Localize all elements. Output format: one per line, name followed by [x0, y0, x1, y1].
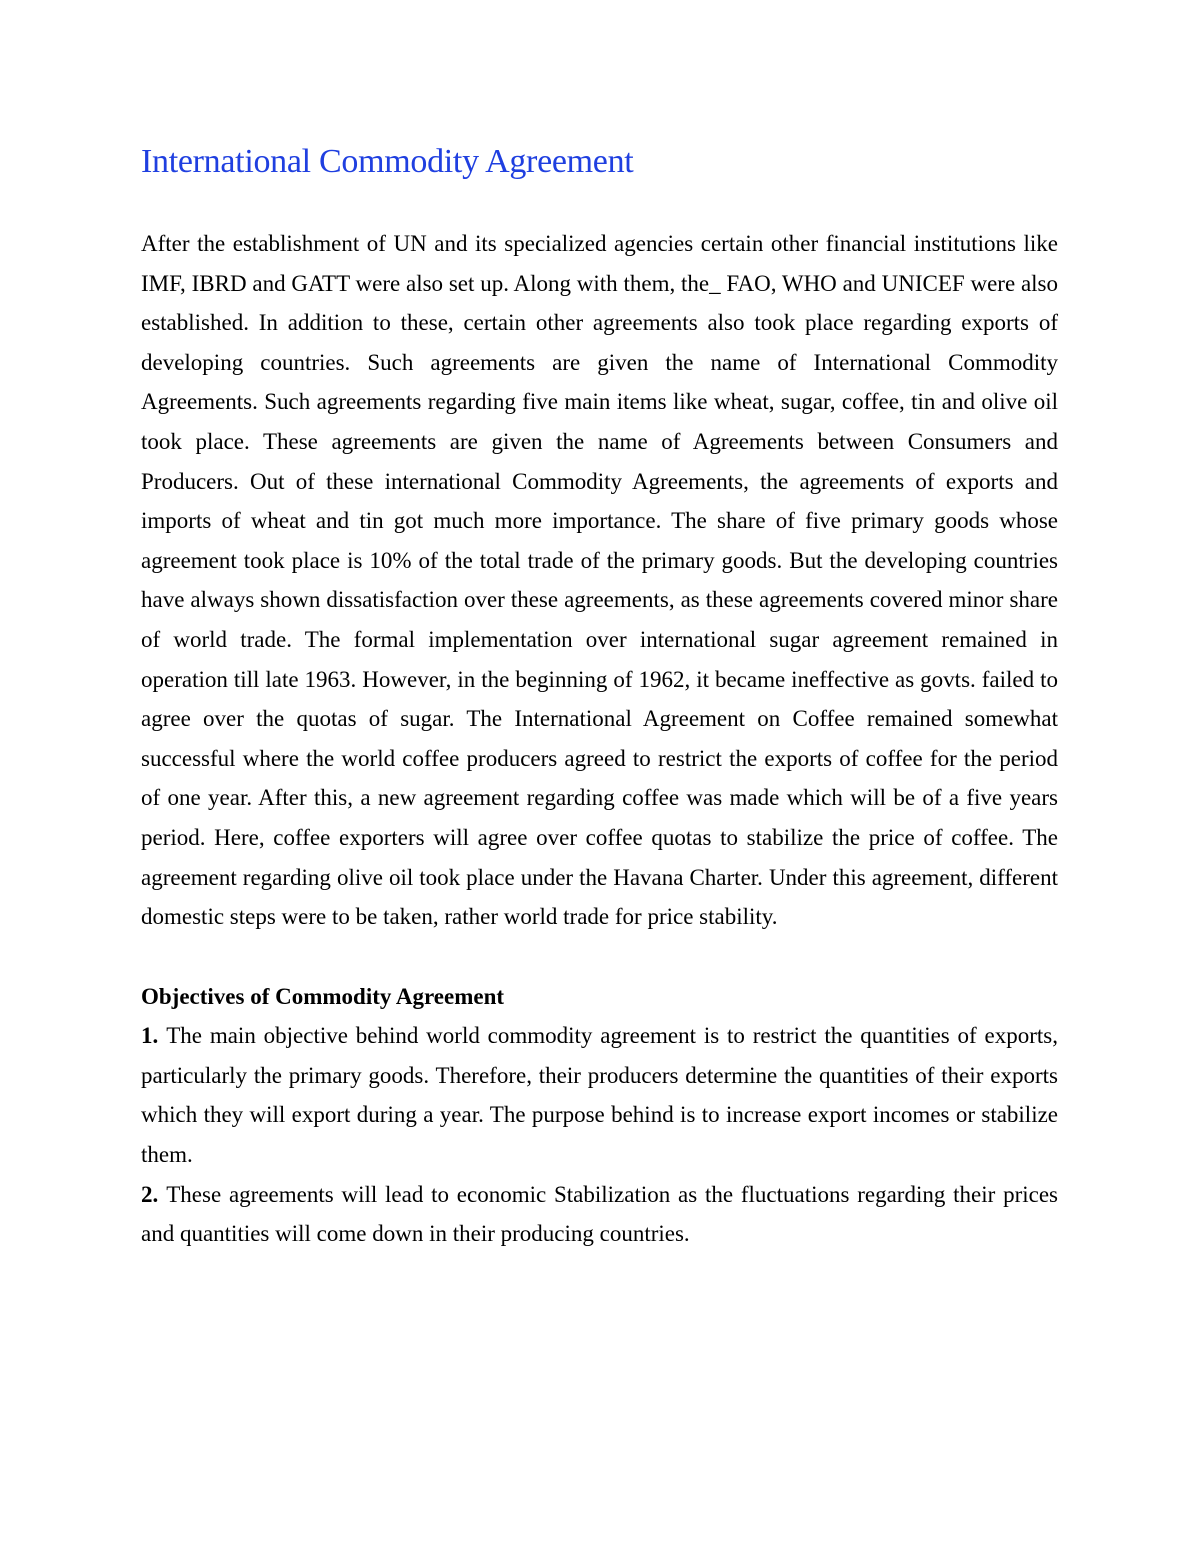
objective-number: 2.: [141, 1181, 159, 1207]
objectives-heading: Objectives of Commodity Agreement: [141, 983, 505, 1009]
objective-number: 1.: [141, 1023, 159, 1049]
intro-paragraph: After the establishment of UN and its specialized agencies certain other financial institutions like IMF, IBRD and GATT were also set up. Along with them, the_ FAO, WHO and UNICEF were also established. In addition to these, certain other agreements also took place regarding exports of developing countries. Such agreements are given the name of International Commodity Agreements. Such agreements regarding five main items like wheat, sugar, coffee, tin and olive oil took place. These agreements are given the name of Agreements between Consumers and Producers. Out of these international Commodity Agreements, the agreements of exports and imports of wheat and tin got much more importance. The share of five primary goods whose agreement took place is 10% of the total trade of the primary goods. But the developing countries have always shown dissatisfaction over these agreements, as these agreements covered minor share of world trade. The formal implementation over international sugar agreement remained in operation till late 1963. However, in the beginning of 1962, it became ineffective as govts. failed to agree over the quotas of sugar. The International Agreement on Coffee remained somewhat successful where the world coffee producers agreed to restrict the exports of coffee for the period of one year. After this, a new agreement regarding coffee was made which will be of a five years period. Here, coffee exporters will agree over coffee quotas to stabilize the price of coffee. The agreement regarding olive oil took place under the Havana Charter. Under this agreement, different domestic steps were to be taken, rather world trade for price stability.: [141, 231, 1058, 930]
objective-item-1: [141, 1016, 1058, 1174]
objective-text: These agreements will lead to economic Stabilization as the fluctuations regarding their prices and quantities will come down in their producing countries.: [141, 1181, 1058, 1247]
objective-item-2: [141, 1175, 1058, 1254]
document-page: [141, 140, 1058, 1254]
objective-text: The main objective behind world commodity agreement is to restrict the quantities of exports, particularly the primary goods. Therefore, their producers determine the quantities of their exports which they will export during a year. The purpose behind is to increase export incomes or stabilize them.: [141, 1023, 1058, 1168]
page-title: International Commodity Agreement: [141, 143, 634, 180]
